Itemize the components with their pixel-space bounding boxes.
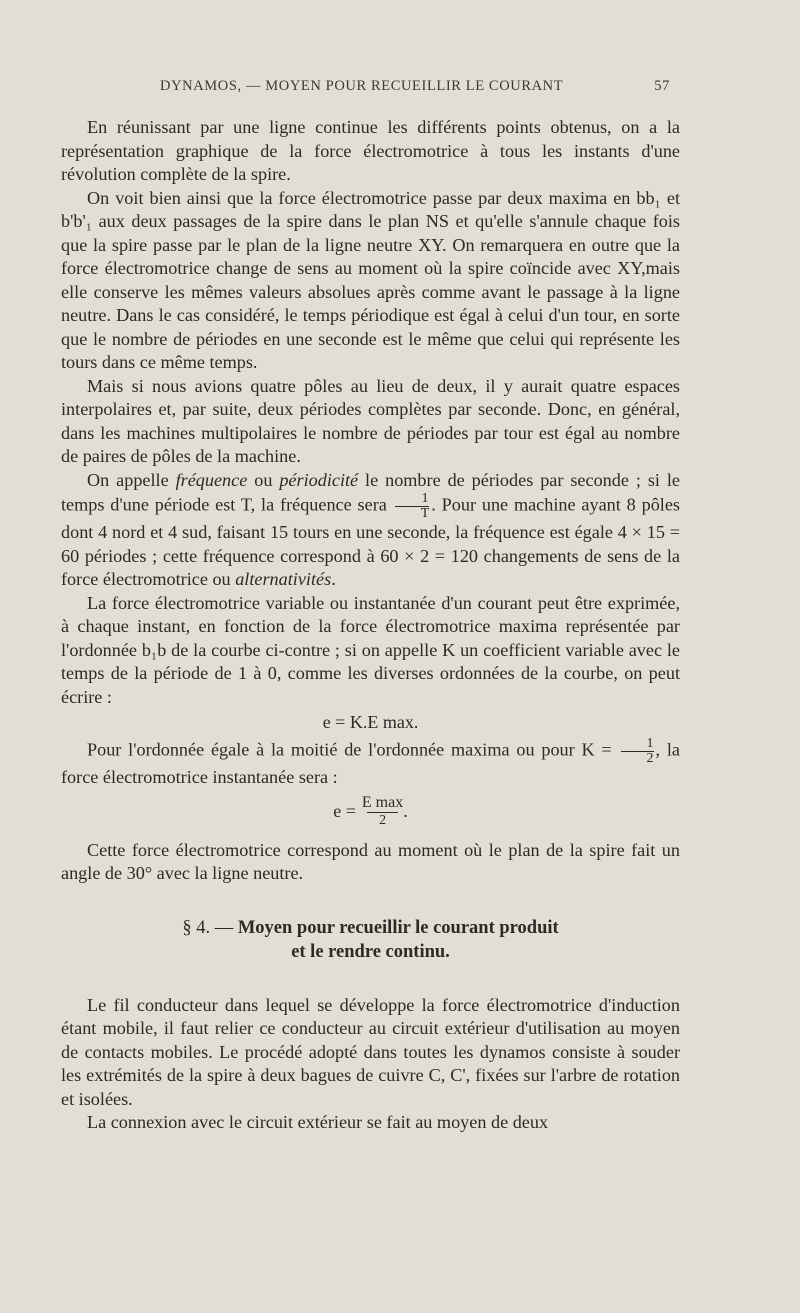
term-frequence: fréquence — [175, 469, 248, 490]
section-title-line-2: et le rendre continu. — [291, 941, 450, 962]
equation-2 — [61, 794, 680, 829]
p6-text-b: , la force électromotrice instantanée sera : — [61, 739, 680, 787]
p4-text-a: On appelle — [87, 469, 176, 490]
p4-text-c: . Pour une machine ayant 8 pôles dont 4 nord et 4 sud, faisant 15 tours en une seconde, la fréquence est égale 4 × 15 = 60 périodes ; cette fréquence correspond à 60 × 2 = 120 changements de sens de la force électromotrice ou — [61, 494, 680, 589]
section-heading — [61, 916, 680, 964]
paragraph-9: La connexion avec le circuit extérieur se fait au moyen de deux — [87, 1112, 549, 1132]
paragraph-3: Mais si nous avions quatre pôles au lieu de deux, il y aurait quatre espaces interpolaires et, par suite, deux périodes complètes par seconde. Donc, en général, dans les machines multipolaires le nombre de périodes par tour est égal au nombre de paires de pôles de la machine. — [61, 375, 680, 466]
frac-denominator: 2 — [621, 751, 654, 766]
paragraph-8: Le fil conducteur dans lequel se développe la force électromotrice d'induction étant mobile, il faut relier ce conducteur au circuit extérieur d'utilisation au moyen de contacts mobiles. Le procédé adopté dans toutes les dynamos consiste à souder les extrémités de la spire à deux bagues de cuivre C, C', fixées sur l'arbre de rotation et isolées. — [61, 994, 680, 1109]
eq2-lhs: e = — [333, 800, 356, 821]
fraction-one-half — [621, 737, 654, 766]
term-alternativites: alternativités — [235, 569, 332, 589]
running-header — [160, 78, 670, 95]
page-body — [61, 116, 680, 1135]
paragraph-2: On voit bien ainsi que la force électromotrice passe par deux maxima en bb₁ et b'b'₁ aux deux passages de la spire dans le plan NS et qu'elle s'annule chaque fois que la spire passe par le plan de la ligne neutre XY. On remarquera en outre que la force électromotrice change de sens au moment où la spire coïncide avec XY,mais elle conserve les mêmes valeurs absolues après comme avant le passage à la ligne neutre. Dans le cas considéré, le temps périodique est égal à celui d'un tour, en sorte que le nombre de périodes en une seconde est le même que celui qui représente les tours dans ce même temps. — [61, 187, 680, 372]
eq2-numerator: E max — [361, 793, 404, 811]
frac-denominator: T — [395, 506, 430, 521]
p4-text-d: . — [331, 569, 336, 589]
frac-numerator: 1 — [646, 736, 654, 751]
section-symbol: § 4. — — [182, 917, 234, 938]
fraction-one-over-t — [395, 492, 430, 521]
paragraph-4 — [61, 469, 680, 592]
paragraph-6 — [61, 737, 680, 790]
eq2-fraction — [362, 794, 403, 829]
term-periodicite: périodicité — [279, 469, 359, 490]
running-title: DYNAMOS, — MOYEN POUR RECUEILLIR LE COURANT — [160, 78, 564, 94]
paragraph-7: Cette force électromotrice correspond au moment où le plan de la spire fait un angle de 30° avec la ligne neutre. — [61, 839, 680, 883]
paragraph-5: La force électromotrice variable ou instantanée d'un courant peut être exprimée, à chaque instant, en fonction de la force électromotrice maxima représentée par l'ordonnée b₁b de la courbe ci-contre ; si on appelle K un coefficient variable avec le temps de la période de 1 à 0, comme les diverses ordonnées de la courbe, on peut écrire : — [61, 592, 680, 707]
p4-text-b: le nombre de périodes par seconde ; si le temps d'une période est T, la fréquence sera — [61, 469, 680, 515]
p4-text-ou: ou — [247, 469, 280, 490]
equation-1: e = K.E max. — [322, 712, 419, 732]
page-number: 57 — [654, 78, 670, 94]
eq2-denominator: 2 — [367, 812, 398, 829]
paragraph-1: En réunissant par une ligne continue les différents points obtenus, on a la représentation graphique de la force électromotrice à tous les instants d'une révolution complète de la spire. — [61, 117, 680, 184]
p6-text-a: Pour l'ordonnée égale à la moitié de l'ordonnée maxima ou pour K = — [87, 739, 619, 760]
eq2-tail: . — [403, 800, 408, 821]
section-title-line-1: Moyen pour recueillir le courant produit — [237, 917, 559, 938]
frac-numerator: 1 — [421, 491, 429, 506]
